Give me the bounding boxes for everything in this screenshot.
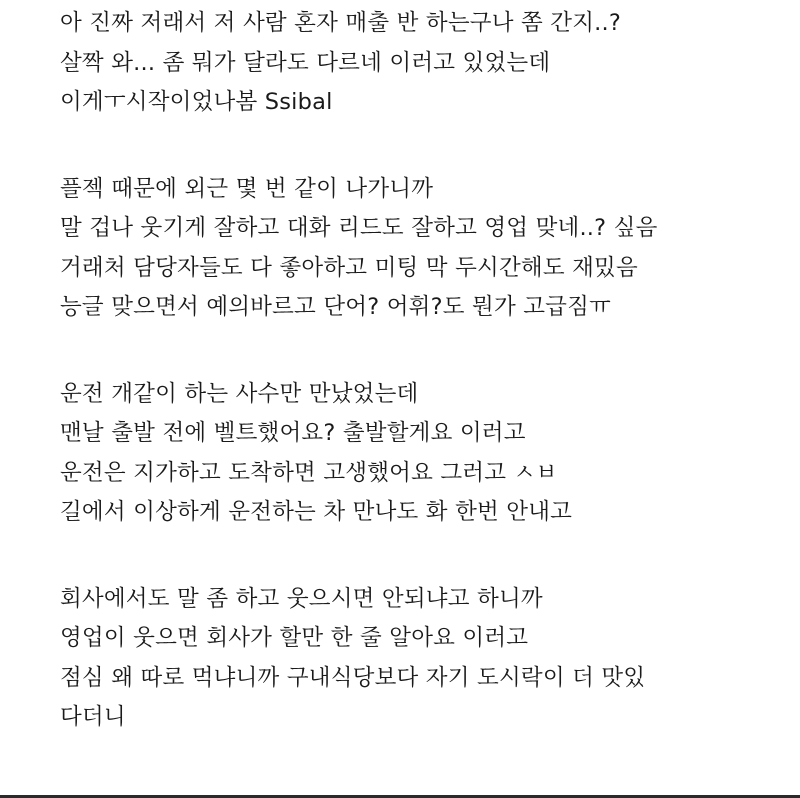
paragraph-2 (60, 170, 800, 328)
text-line: 영업이 웃으면 회사가 할만 한 줄 알아요 이러고 (60, 625, 529, 651)
text-line: 살짝 와... 좀 뭐가 달라도 다르네 이러고 있었는데 (60, 49, 551, 76)
text-line: 길에서 이상하게 운전하는 차 만나도 화 한번 안내고 (60, 499, 573, 525)
paragraph-4 (60, 580, 800, 738)
text-line: 다더니 (60, 704, 126, 730)
paragraph-1 (60, 4, 800, 123)
text-line: 운전 개같이 하는 사수만 만났었는데 (60, 380, 419, 407)
text-line: 거래처 담당자들도 다 좋아하고 미팅 막 두시간해도 재밌음 (60, 254, 638, 281)
text-line: 능글 맞으면서 예의바르고 단어? 어휘?도 뭔가 고급짐ㅠ (60, 294, 611, 320)
text-line: 회사에서도 말 좀 하고 웃으시면 안되냐고 하니까 (60, 585, 543, 612)
text-line: 점심 왜 따로 먹냐니까 구내식당보다 자기 도시락이 더 맛있 (60, 664, 646, 691)
text-line: 말 겁나 웃기게 잘하고 대화 리드도 잘하고 영업 맞네..? 싶음 (60, 215, 658, 241)
paragraph-3 (60, 375, 800, 533)
text-line: 아 진짜 저래서 저 사람 혼자 매출 반 하는구나 쫌 간지..? (60, 10, 622, 36)
text-line: 이게ㅜ시작이었나봄 Ssibal (60, 89, 333, 115)
text-line: 플젝 때문에 외근 몇 번 같이 나가니까 (60, 175, 434, 202)
text-line: 맨날 출발 전에 벨트했어요? 출발할게요 이러고 (60, 420, 526, 446)
text-line: 운전은 지가하고 도착하면 고생했어요 그러고 ㅅㅂ (60, 459, 558, 486)
